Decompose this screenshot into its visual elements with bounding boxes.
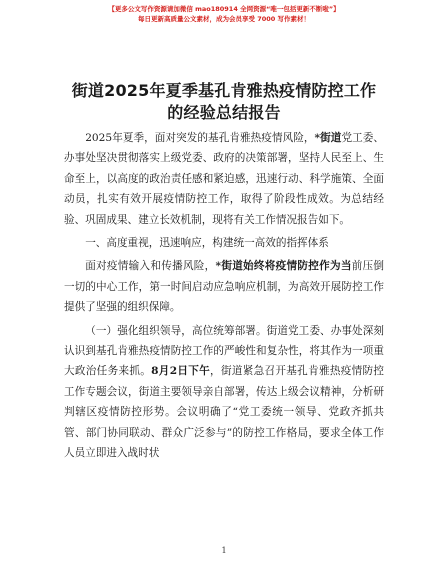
paragraph-text: ，街道紧急召开基孔肯雅热疫情防控工作专题会议，街道主要领导亲自部署，传达上级会议精神，分析研判辖区疫情防控形势。会议明确了“党工委统一领导、党政齐抓共管、部门协同联动、群众广泛参与”的防控工作格局，要求全体工作人员立即进入战时状 [64, 365, 385, 460]
paragraph-intro [64, 128, 384, 230]
paragraph-text: （一）强化组织领导，高位统筹部署。街道党工委、办事处深刻认识到基孔肯雅热疫情防控工作的严峻性和复杂性，将其作为一项重大政治任务来抓。 [64, 324, 384, 378]
header-banner [0, 4, 448, 24]
banner-line-1: 【更多公文写作资源请加微信 mao180914 全网资源“唯一包括更新不断啦”】 [108, 5, 340, 13]
banner-line-2: 每日更新高质量公文素材，成为会员享受 7000 写作素材！ [137, 15, 311, 23]
paragraph-text: 2025年夏季，面对突发的基孔肯雅热疫情风险， [85, 132, 315, 144]
document-body [64, 128, 384, 467]
section-heading-1 [64, 233, 384, 253]
paragraph-section-1 [64, 256, 384, 317]
paragraph-bold-text: *街道 [314, 132, 342, 144]
paragraph-text: 面对疫情输入和传播风险， [85, 260, 216, 273]
paragraph-text: 前压倒一切的中心工作，第一时间启动应急响应机制，为高效开展防控工作提供了坚强的组织保障。 [64, 260, 385, 314]
page-number: 1 [221, 546, 227, 555]
paragraph-bold-text: 8月2日下午 [151, 365, 211, 378]
paragraph-bold-text: *街道始终将疫情防控作为当 [215, 260, 352, 273]
paragraph-text: 党工委、办事处坚决贯彻落实上级党委、政府的决策部署，坚持人民至上、生命至上，以高度的政治责任感和紧迫感，迅速行动、科学施策、全面动员，扎实有效开展疫情防控工作，取得了阶段性成效。为总结经验、巩固成果、建立长效机制，现将有关工作情况报告如下。 [64, 132, 384, 226]
section-heading-text: 一、高度重视，迅速响应，构建统一高效的指挥体系 [85, 237, 329, 250]
document-title: 街道2025年夏季基孔肯雅热疫情防控工作的经验总结报告 [71, 81, 377, 122]
paragraph-subsection-1 [64, 321, 384, 464]
